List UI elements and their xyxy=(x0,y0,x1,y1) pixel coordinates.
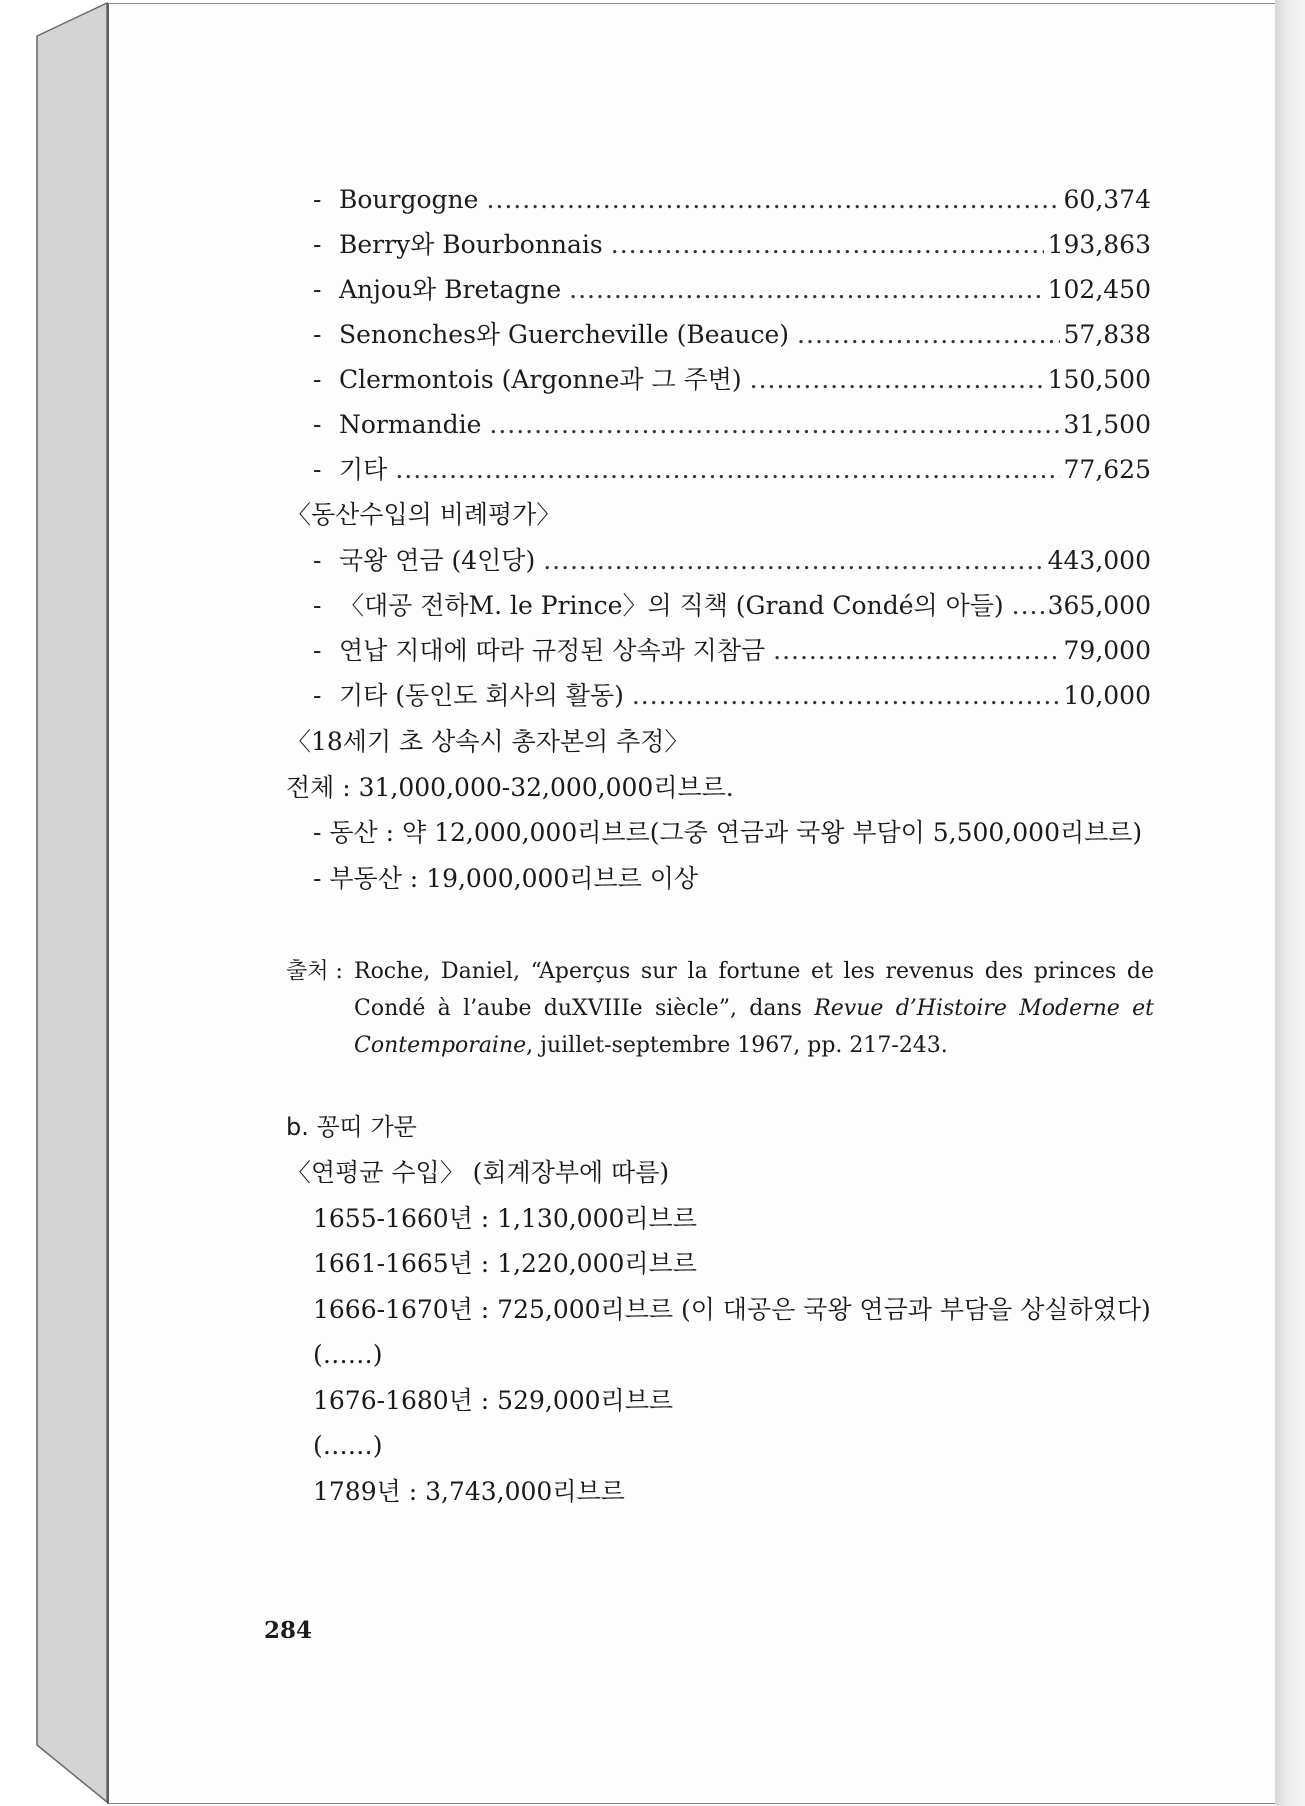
item-label: 국왕 연금 (4인당) xyxy=(339,546,536,575)
list-item: - Bourgogne ..... 60,374 xyxy=(313,183,1151,219)
leader-dots xyxy=(395,453,1059,487)
income-line: 1789년 : 3,743,000리브르 xyxy=(313,1477,625,1506)
item-label: 연납 지대에 따라 규정된 상속과 지참금 xyxy=(339,636,766,665)
item-value: 443,000 xyxy=(1047,546,1151,575)
capital-total: 전체 : 31,000,000-32,000,000리브르. xyxy=(286,773,734,802)
income-line: 1661-1665년 : 1,220,000리브르 xyxy=(313,1249,697,1278)
list-item: - Senonches와 Guercheville (Beauce) ..... 57,838 xyxy=(313,318,1151,354)
leader-dots xyxy=(750,363,1044,397)
list-item: - 기타 ..... 77,625 xyxy=(313,453,1151,489)
source-text-before: Roche, Daniel, “Aperçus sur la fortune et les revenus des princes de Condé à l’aube duXVIIIe siècle”, dans xyxy=(354,959,1154,1021)
section-heading: 〈동산수입의 비례평가〉 xyxy=(286,500,562,529)
item-value: 60,374 xyxy=(1063,185,1151,214)
item-label: 〈대공 전하M. le Prince〉의 직책 (Grand Condé의 아들) xyxy=(339,591,1004,620)
leader-dots xyxy=(569,273,1043,307)
list-item: - Berry와 Bourbonnais ..... 193,863 xyxy=(313,228,1151,264)
list-item: - Anjou와 Bretagne ..... 102,450 xyxy=(313,273,1151,309)
leader-dots xyxy=(611,228,1044,262)
item-label: Bourgogne xyxy=(339,185,479,214)
item-label: 기타 xyxy=(339,455,388,484)
item-value: 77,625 xyxy=(1063,455,1151,484)
income-line: 1655-1660년 : 1,130,000리브르 xyxy=(313,1204,697,1233)
list-item: - Normandie ..... 31,500 xyxy=(313,408,1151,444)
item-value: 31,500 xyxy=(1063,410,1151,439)
item-value: 193,863 xyxy=(1047,230,1151,259)
capital-item: - 동산 : 약 12,000,000리브르(그중 연금과 국왕 부담이 5,500,000리브르) xyxy=(313,818,1143,847)
item-label: Normandie xyxy=(339,410,482,439)
income-line: 1666-1670년 : 725,000리브르 (이 대공은 국왕 연금과 부담을 상실하였다) xyxy=(313,1295,1151,1324)
leader-dots xyxy=(797,318,1059,352)
list-item: - 기타 (동인도 회사의 활동) ..... 10,000 xyxy=(313,679,1151,715)
list-item: - 연납 지대에 따라 규정된 상속과 지참금 ..... 79,000 xyxy=(313,634,1151,670)
section-b-title: b. 꽁띠 가문 xyxy=(286,1113,417,1141)
income-line: (……) xyxy=(313,1340,383,1369)
leader-dots xyxy=(632,679,1060,713)
item-value: 57,838 xyxy=(1063,320,1151,349)
capital-item: - 부동산 : 19,000,000리브르 이상 xyxy=(313,864,698,893)
item-value: 150,500 xyxy=(1047,365,1151,394)
item-label: Clermontois (Argonne과 그 주변) xyxy=(339,365,742,394)
income-heading: 〈연평균 수입〉 (회계장부에 따름) xyxy=(286,1158,670,1187)
item-value: 10,000 xyxy=(1063,681,1151,710)
item-value: 365,000 xyxy=(1047,591,1151,620)
item-label: Anjou와 Bretagne xyxy=(339,275,562,304)
item-value: 102,450 xyxy=(1047,275,1151,304)
item-label: Berry와 Bourbonnais xyxy=(339,230,603,259)
leader-dots xyxy=(773,634,1059,668)
item-label: Senonches와 Guercheville (Beauce) xyxy=(339,320,790,349)
item-value: 79,000 xyxy=(1063,636,1151,665)
source-citation xyxy=(286,953,1154,1064)
source-text-after: , juillet-septembre 1967, pp. 217-243. xyxy=(526,1033,948,1058)
leader-dots xyxy=(543,544,1043,578)
page-number: 284 xyxy=(264,1617,313,1644)
list-item: - Clermontois (Argonne과 그 주변) ..... 150,500 xyxy=(313,363,1151,399)
leader-dots xyxy=(486,183,1059,217)
leader-dots xyxy=(1012,589,1044,623)
income-line: (……) xyxy=(313,1431,383,1460)
list-item: - 〈대공 전하M. le Prince〉의 직책 (Grand Condé의 아들) ..... 365,000 xyxy=(313,589,1151,625)
item-label: 기타 (동인도 회사의 활동) xyxy=(339,681,624,710)
list-item: - 국왕 연금 (4인당) ..... 443,000 xyxy=(313,544,1151,580)
leader-dots xyxy=(489,408,1059,442)
source-journal-title: Revue d’Histoire Moderne et Contemporaine xyxy=(354,996,1154,1058)
source-text xyxy=(354,953,1154,1064)
income-line: 1676-1680년 : 529,000리브르 xyxy=(313,1386,673,1415)
section-heading: 〈18세기 초 상속시 총자본의 추정〉 xyxy=(286,727,690,756)
source-label: 출처 : xyxy=(286,959,343,984)
